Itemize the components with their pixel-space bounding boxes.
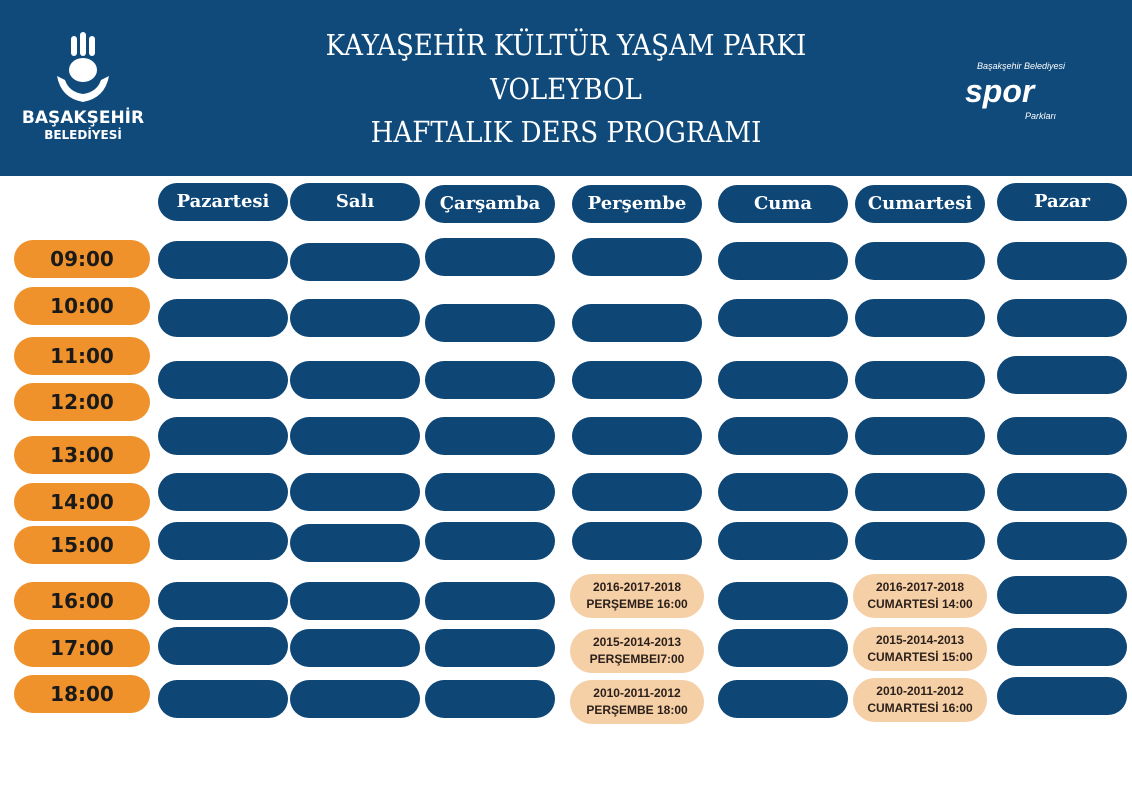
class-slot-empty	[158, 361, 288, 399]
class-slot-empty	[158, 522, 288, 560]
class-slot-empty	[997, 628, 1127, 666]
class-slot-empty	[290, 299, 420, 337]
class-slot-empty	[997, 522, 1127, 560]
wheat-hands-icon	[53, 32, 113, 104]
class-slot-empty	[718, 361, 848, 399]
class-slot-empty	[997, 417, 1127, 455]
class-slot-empty	[718, 582, 848, 620]
day-header-4: Cuma	[718, 185, 848, 223]
class-slot-empty	[425, 238, 555, 276]
title-line-1: KAYAŞEHİR KÜLTÜR YAŞAM PARKI	[325, 28, 807, 62]
class-slot-empty	[290, 417, 420, 455]
class-slot-text: CUMARTESİ 16:00	[867, 701, 973, 715]
class-slot-filled	[570, 680, 704, 724]
class-slot-empty	[425, 522, 555, 560]
class-slot-empty	[425, 629, 555, 667]
class-slot-empty	[855, 473, 985, 511]
class-slot-empty	[158, 473, 288, 511]
spor-logo-text-2: spor	[965, 73, 1035, 109]
class-slot-text: 2016-2017-2018	[875, 580, 965, 594]
class-slot-empty	[718, 629, 848, 667]
class-slot-empty	[997, 677, 1127, 715]
class-slot-empty	[158, 299, 288, 337]
class-slot-empty	[290, 361, 420, 399]
time-slot: 16:00	[14, 582, 150, 620]
time-slot: 09:00	[14, 240, 150, 278]
class-slot-text: PERŞEMBEI7:00	[589, 652, 685, 666]
class-slot-empty	[572, 522, 702, 560]
class-slot-empty	[855, 417, 985, 455]
class-slot-empty	[290, 524, 420, 562]
class-slot-text: PERŞEMBE 18:00	[586, 703, 688, 717]
day-header-1: Salı	[290, 183, 420, 221]
class-slot-filled	[853, 574, 987, 618]
class-slot-filled	[853, 627, 987, 671]
logo-text-1: BAŞAKŞEHİR	[21, 108, 145, 128]
class-slot-text: PERŞEMBE 16:00	[586, 597, 688, 611]
time-slot: 15:00	[14, 526, 150, 564]
class-slot-text: 2010-2011-2012	[593, 686, 681, 700]
class-slot-text: 2016-2017-2018	[592, 580, 682, 594]
class-slot-empty	[425, 680, 555, 718]
basaksehir-logo	[18, 32, 148, 143]
time-slot: 10:00	[14, 287, 150, 325]
time-slot: 18:00	[14, 675, 150, 713]
class-slot-empty	[855, 361, 985, 399]
class-slot-text: CUMARTESİ 14:00	[867, 597, 973, 611]
header-banner	[0, 0, 1132, 176]
class-slot-empty	[290, 582, 420, 620]
class-slot-empty	[997, 576, 1127, 614]
class-slot-empty	[425, 417, 555, 455]
class-slot-empty	[425, 582, 555, 620]
class-slot-text: CUMARTESİ 15:00	[867, 650, 973, 664]
class-slot-empty	[572, 417, 702, 455]
class-slot-empty	[572, 238, 702, 276]
time-slot: 11:00	[14, 337, 150, 375]
class-slot-empty	[290, 629, 420, 667]
class-slot-text: 2015-2014-2013	[592, 635, 682, 649]
class-slot-empty	[855, 522, 985, 560]
class-slot-empty	[855, 242, 985, 280]
class-slot-empty	[997, 473, 1127, 511]
time-slot: 12:00	[14, 383, 150, 421]
day-header-0: Pazartesi	[158, 183, 288, 221]
day-header-6: Pazar	[997, 183, 1127, 221]
title-line-3: HAFTALIK DERS PROGRAMI	[370, 115, 762, 149]
class-slot-empty	[425, 361, 555, 399]
class-slot-empty	[572, 473, 702, 511]
class-slot-text: 2015-2014-2013	[875, 633, 965, 647]
class-slot-empty	[718, 522, 848, 560]
class-slot-filled	[570, 574, 704, 618]
class-slot-empty	[158, 680, 288, 718]
class-slot-empty	[290, 473, 420, 511]
logo-text-2: BELEDİYESİ	[44, 128, 122, 142]
class-slot-empty	[425, 304, 555, 342]
day-header-3: Perşembe	[572, 185, 702, 223]
time-slot: 17:00	[14, 629, 150, 667]
class-slot-text: 2010-2011-2012	[876, 684, 964, 698]
spor-logo-text-1: Başakşehir Belediyesi	[977, 61, 1066, 71]
day-header-5: Cumartesi	[855, 185, 985, 223]
class-slot-empty	[855, 299, 985, 337]
title-line-2: VOLEYBOL	[490, 72, 642, 106]
class-slot-empty	[718, 680, 848, 718]
class-slot-empty	[290, 243, 420, 281]
class-slot-empty	[997, 242, 1127, 280]
spor-parklari-logo	[965, 60, 1115, 122]
time-slot: 14:00	[14, 483, 150, 521]
class-slot-empty	[158, 627, 288, 665]
class-slot-empty	[718, 299, 848, 337]
class-slot-filled	[570, 629, 704, 673]
class-slot-empty	[572, 361, 702, 399]
class-slot-empty	[718, 417, 848, 455]
class-slot-empty	[997, 299, 1127, 337]
class-slot-empty	[425, 473, 555, 511]
spor-logo-text-3: Parkları	[1025, 111, 1057, 121]
class-slot-filled	[853, 678, 987, 722]
class-slot-empty	[718, 242, 848, 280]
day-header-2: Çarşamba	[425, 185, 555, 223]
class-slot-empty	[158, 582, 288, 620]
class-slot-empty	[997, 356, 1127, 394]
class-slot-empty	[572, 304, 702, 342]
class-slot-empty	[290, 680, 420, 718]
class-slot-empty	[158, 241, 288, 279]
class-slot-empty	[718, 473, 848, 511]
class-slot-empty	[158, 417, 288, 455]
time-slot: 13:00	[14, 436, 150, 474]
